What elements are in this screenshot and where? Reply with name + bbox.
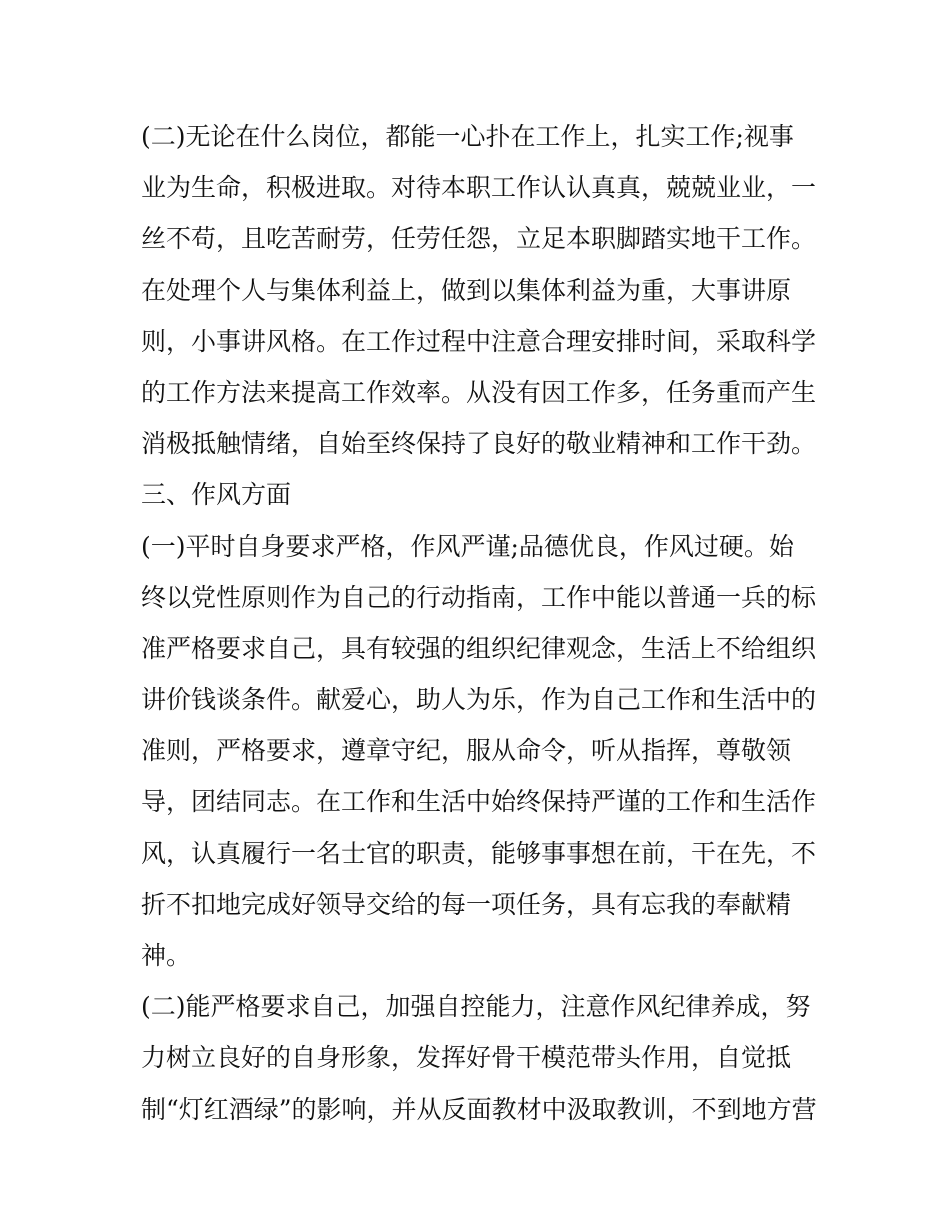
paragraph-line: 导，团结同志。在工作和生活中始终保持严谨的工作和生活作	[141, 787, 817, 817]
paragraph-line: 讲价钱谈条件。献爱心，助人为乐，作为自己工作和生活中的	[141, 685, 817, 715]
paragraph-line: 终以党性原则作为自己的行动指南，工作中能以普通一兵的标	[141, 582, 817, 612]
paragraph-line: 神。	[141, 941, 192, 970]
paragraph-line: 消极抵触情绪，自始至终保持了良好的敬业精神和工作干劲。	[141, 429, 817, 459]
section-heading: 三、作风方面	[141, 480, 292, 510]
paragraph-line: (一)平时自身要求严格，作风严谨;品德优良，作风过硬。始	[141, 531, 794, 561]
paragraph-line: 丝不苟，且吃苦耐劳，任劳任怨，立足本职脚踏实地干工作。	[141, 224, 817, 254]
paragraph-line: (二)能严格要求自己，加强自控能力，注意作风纪律养成，努	[141, 992, 811, 1022]
document-body	[141, 111, 821, 1135]
paragraph-line: (二)无论在什么岗位，都能一心扑在工作上，扎实工作;视事	[141, 122, 794, 151]
paragraph-line: 折不扣地完成好领导交给的每一项任务，具有忘我的奉献精	[141, 889, 792, 919]
paragraph-line: 在处理个人与集体利益上，做到以集体利益为重，大事讲原	[141, 275, 792, 305]
paragraph-line: 准严格要求自己，具有较强的组织纪律观念，生活上不给组织	[141, 633, 817, 663]
paragraph-line: 力树立良好的自身形象，发挥好骨干模范带头作用，自觉抵	[141, 1043, 792, 1073]
paragraph-line: 制“灯红酒绿”的影响，并从反面教材中汲取教训，不到地方营	[141, 1094, 817, 1124]
paragraph-line: 业为生命，积极进取。对待本职工作认认真真，兢兢业业，一	[141, 173, 817, 203]
paragraph-line: 的工作方法来提高工作效率。从没有因工作多，任务重而产生	[141, 377, 817, 407]
paragraph-line: 则，小事讲风格。在工作过程中注意合理安排时间，采取科学	[141, 326, 817, 356]
paragraph-line: 风，认真履行一名士官的职责，能够事事想在前，干在先，不	[141, 838, 817, 868]
paragraph-line: 准则，严格要求，遵章守纪，服从命令，听从指挥，尊敬领	[141, 736, 792, 766]
